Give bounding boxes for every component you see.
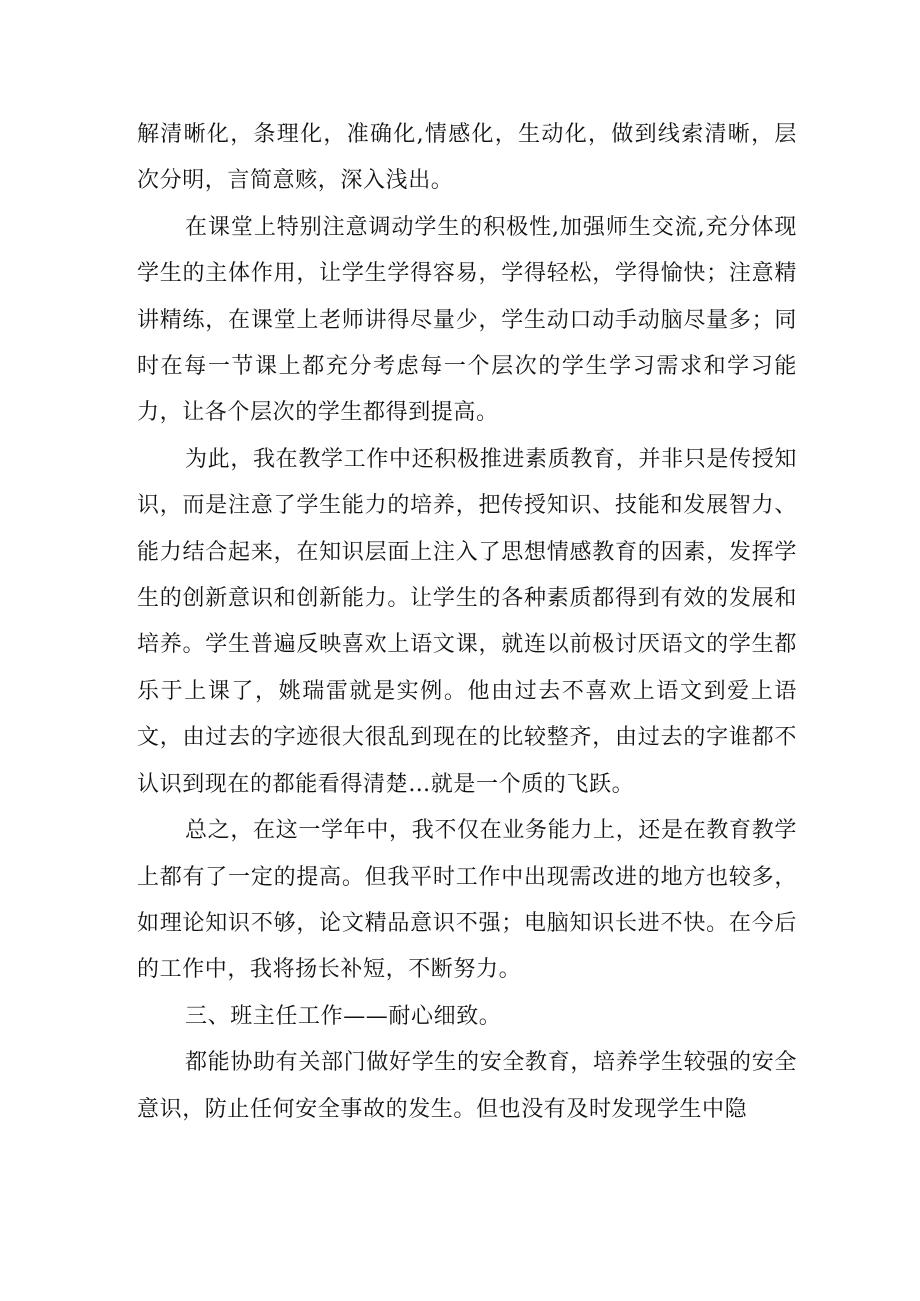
- paragraph-classroom: 在课堂上特别注意调动学生的积极性,加强师生交流,充分体现学生的主体作用，让学生学得容易，学得轻松，学得愉快；注意精讲精练，在课堂上老师讲得尽量少，学生动口动手动脑尽量多；同时在每一节课上都充分考虑每一个层次的学生学习需求和学习能力，让各个层次的学生都得到提高。: [137, 214, 797, 426]
- document-body: [137, 112, 797, 1133]
- paragraph-safety: 都能协助有关部门做好学生的安全教育，培养学生较强的安全意识，防止任何安全事故的发生。但也没有及时发现学生中隐: [137, 1050, 797, 1122]
- paragraph-quality-education: 为此，我在教学工作中还积极推进素质教育，并非只是传授知识，而是注意了学生能力的培养，把传授知识、技能和发展智力、能力结合起来，在知识层面上注入了思想情感教育的因素，发挥学生的创新意识和创新能力。让学生的各种素质都得到有效的发展和培养。学生普遍反映喜欢上语文课，就连以前极讨厌语文的学生都乐于上课了，姚瑞雷就是实例。他由过去不喜欢上语文到爱上语文，由过去的字迹很大很乱到现在的比较整齐，由过去的字谁都不认识到现在的都能看得清楚…就是一个质的飞跃。: [137, 446, 797, 797]
- paragraph-summary: 总之，在这一学年中，我不仅在业务能力上，还是在教育教学上都有了一定的提高。但我平时工作中出现需改进的地方也较多，如理论知识不够，论文精品意识不强；电脑知识长进不快。在今后的工作中，我将扬长补短，不断努力。: [137, 818, 797, 983]
- paragraph-continuation: 解清晰化，条理化，准确化,情感化，生动化，做到线索清晰，层次分明，言简意赅，深入浅出。: [137, 122, 797, 194]
- section-heading-class-teacher: 三、班主任工作——耐心细致。: [185, 1003, 502, 1029]
